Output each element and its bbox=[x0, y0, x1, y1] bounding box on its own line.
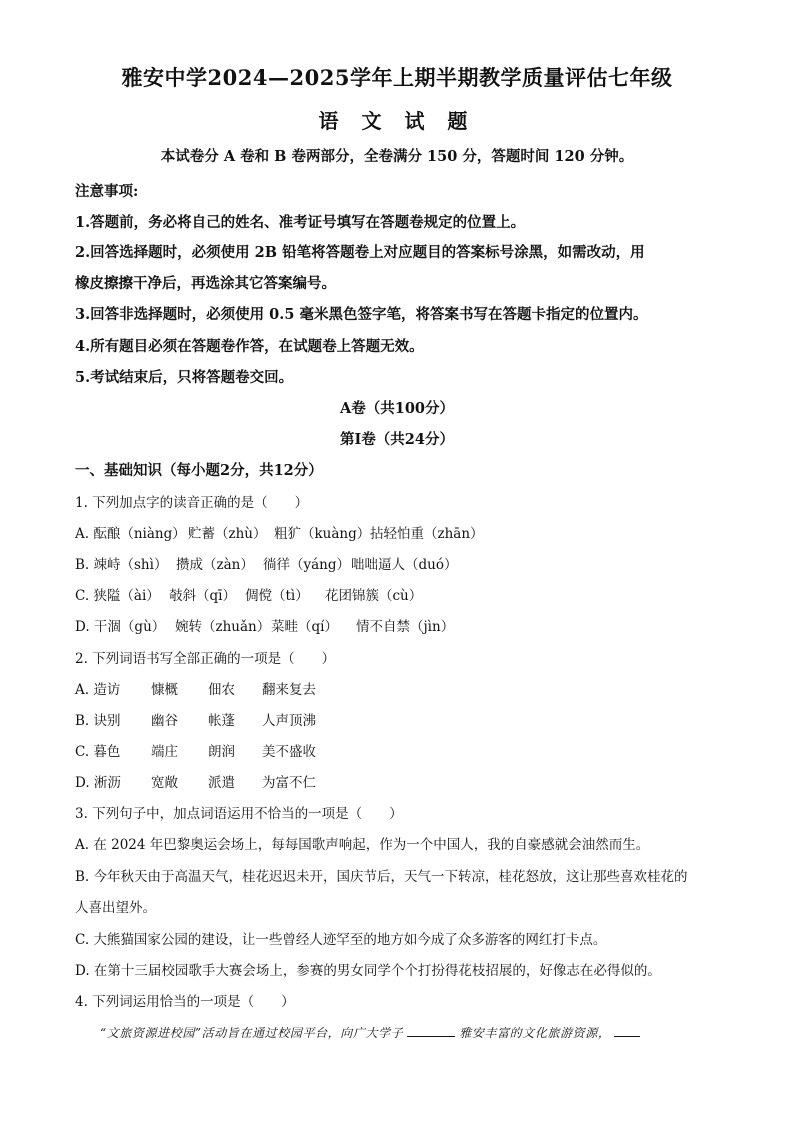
option-text: 婉转（zhuǎn） bbox=[175, 619, 271, 635]
option-text: 粗犷（kuàng） bbox=[274, 526, 371, 542]
question-2-stem: 2. 下列词语书写全部正确的一项是（ ） bbox=[75, 651, 336, 667]
question-3-option-b-cont: 人喜出望外。 bbox=[75, 900, 156, 916]
option-text: D. 淅沥 bbox=[75, 775, 121, 791]
option-text: 端庄 bbox=[151, 744, 178, 760]
answer-blank bbox=[407, 1036, 455, 1037]
question-3-option-a: A. 在 2024 年巴黎奥运会场上，每每国歌声响起，作为一个中国人，我的自豪感就会油然而生。 bbox=[75, 837, 650, 853]
option-text: 美不盛收 bbox=[262, 744, 316, 760]
question-2-option-d bbox=[75, 771, 316, 791]
notice-item: 2.回答选择题时，必须使用 2B 铅笔将答题卷上对应题目的答案标号涂黑，如需改动，用 bbox=[75, 244, 645, 261]
option-text: D. 干涸（gù） bbox=[75, 619, 166, 635]
question-3-option-c: C. 大熊猫国家公园的建设，让一些曾经人迹罕至的地方如今成了众多游客的网红打卡点。 bbox=[75, 932, 607, 948]
passage-text: 雅安丰富的文化旅游资源， bbox=[459, 1026, 611, 1040]
question-1-stem: 1. 下列加点字的读音正确的是（ ） bbox=[75, 495, 309, 511]
question-3-stem: 3. 下列句子中，加点词语运用不恰当的一项是（ ） bbox=[75, 806, 403, 822]
answer-blank bbox=[614, 1036, 640, 1037]
part-one-heading: 第Ⅰ卷（共24分） bbox=[340, 431, 454, 448]
notice-heading: 注意事项: bbox=[75, 183, 139, 200]
option-text: 幽谷 bbox=[151, 713, 178, 729]
option-text: 情不自禁（jìn） bbox=[356, 619, 455, 635]
question-3-option-d: D. 在第十三届校园歌手大赛会场上，参赛的男女同学个个打扮得花枝招展的，好像志在必得似的。 bbox=[75, 963, 661, 979]
option-text: 菜畦（qí） bbox=[271, 619, 338, 635]
option-text: B. 诀别 bbox=[75, 713, 121, 729]
option-text: 朗润 bbox=[208, 744, 235, 760]
notice-item: 1.答题前，务必将自己的姓名、准考证号填写在答题卷规定的位置上。 bbox=[75, 214, 526, 231]
notice-item: 3.回答非选择题时，必须使用 0.5 毫米黑色签字笔，将答案书写在答题卡指定的位置内。 bbox=[75, 306, 648, 323]
passage-text: “文旅资源进校园”活动旨在通过校园平台，向广大学子 bbox=[100, 1026, 404, 1040]
option-text: 帐蓬 bbox=[208, 713, 235, 729]
option-text: B. 竦峙（shì） bbox=[75, 557, 168, 573]
question-4-passage bbox=[100, 1024, 640, 1041]
option-text: 慷概 bbox=[151, 682, 178, 698]
option-text: 佃农 bbox=[208, 682, 235, 698]
exam-intro: 本试卷分 A 卷和 B 卷两部分，全卷满分 150 分，答题时间 120 分钟。 bbox=[160, 148, 634, 165]
question-2-option-c bbox=[75, 740, 316, 760]
notice-item: 橡皮擦擦干净后，再选涂其它答案编号。 bbox=[75, 275, 336, 292]
option-text: 宽敞 bbox=[151, 775, 178, 791]
option-text: 为富不仁 bbox=[262, 775, 316, 791]
question-1-option-d bbox=[75, 615, 454, 635]
option-text: A. 造访 bbox=[75, 682, 121, 698]
option-text: 拈轻怕重（zhān） bbox=[370, 526, 484, 542]
option-text: 攒成（zàn） bbox=[176, 557, 254, 573]
option-text: 倜傥（tì） bbox=[245, 588, 309, 604]
question-4-stem: 4. 下列词运用恰当的一项是（ ） bbox=[75, 994, 295, 1010]
section-one-heading: 一、基础知识（每小题2分，共12分） bbox=[75, 462, 323, 479]
option-text: C. 暮色 bbox=[75, 744, 121, 760]
option-text: A. 酝酿（niàng） bbox=[75, 526, 186, 542]
question-2-option-a bbox=[75, 678, 316, 698]
question-1-option-a bbox=[75, 522, 484, 542]
notice-item: 4.所有题目必须在答题卷作答，在试题卷上答题无效。 bbox=[75, 338, 424, 355]
option-text: 攲斜（qī） bbox=[169, 588, 236, 604]
option-text: 派遣 bbox=[208, 775, 235, 791]
option-text: 人声顶沸 bbox=[262, 713, 316, 729]
question-1-option-c bbox=[75, 584, 422, 604]
option-text: 花团锦簇（cù） bbox=[325, 588, 423, 604]
volume-a-heading: A卷（共100分） bbox=[339, 400, 455, 417]
option-text: 翻来复去 bbox=[262, 682, 316, 698]
question-2-option-b bbox=[75, 709, 316, 729]
notice-item: 5.考试结束后，只将答题卷交回。 bbox=[75, 369, 294, 386]
question-3-option-b: B. 今年秋天由于高温天气，桂花迟迟未开，国庆节后，天气一下转凉，桂花怒放，这让那些喜欢桂花的 bbox=[75, 869, 688, 885]
exam-title: 雅安中学2024—2025学年上期半期教学质量评估七年级 bbox=[121, 65, 673, 90]
option-text: 贮蓄（zhù） bbox=[188, 526, 267, 542]
option-text: C. 狭隘（ài） bbox=[75, 588, 160, 604]
option-text: 咄咄逼人（duó） bbox=[351, 557, 458, 573]
option-text: 徜徉（yáng） bbox=[263, 557, 351, 573]
question-1-option-b bbox=[75, 553, 457, 573]
exam-subtitle: 语 文 试 题 bbox=[318, 109, 476, 133]
